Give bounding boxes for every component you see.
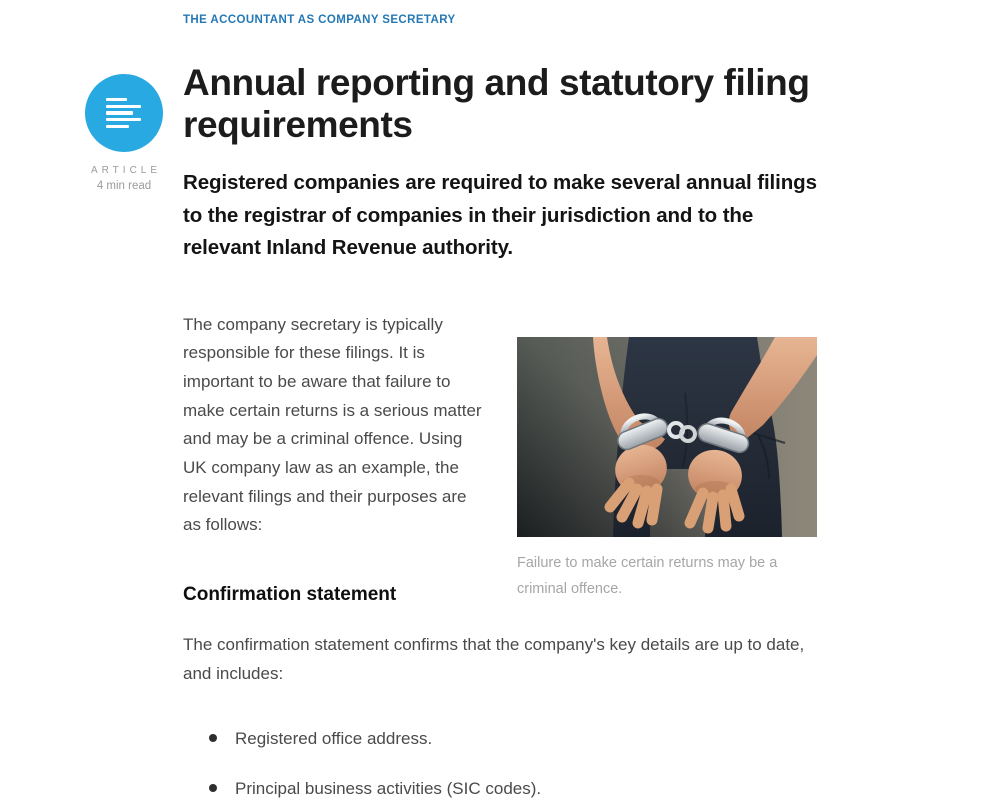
list-item-text: Registered office address. [235,729,433,749]
section-heading-confirmation-statement: Confirmation statement [183,584,397,606]
handcuffed-hands-photo [517,337,817,537]
breadcrumb-category-link[interactable]: THE ACCOUNTANT AS COMPANY SECRETARY [183,14,456,26]
text-and-figure-columns [183,311,817,607]
article-text-icon [106,96,142,129]
list-item-text: Principal business activities (SIC codes). [235,779,542,799]
article-type-badge-circle [85,74,163,152]
figure-caption: Failure to make certain returns may be a criminal offence. [517,554,778,597]
lede-paragraph: Registered companies are required to make several annual filings to the registrar of companies in their jurisdiction and to the relevant Inland Revenue authority. [183,171,817,259]
article-type-label: ARTICLE [90,165,162,176]
bullet-dot-icon [209,734,217,742]
section-intro-paragraph: The confirmation statement confirms that the company's key details are up to date, and includes: [183,635,805,684]
list-item [183,724,817,753]
article-badge [85,74,163,192]
bullet-dot-icon [209,784,217,792]
left-column [183,311,489,607]
read-time-label: 4 min read [96,180,152,192]
article-figure [517,311,817,607]
body-intro-paragraph: The company secretary is typically responsible for these filings. It is important to be aware that failure to make certain returns is a serious matter and may be a criminal offence. Using UK company law as an example, the relevant filings and their purposes are as follows: [183,314,482,535]
confirmation-statement-list [183,724,817,803]
article-body [183,62,817,803]
page-title: Annual reporting and statutory filing requirements [183,62,810,145]
list-item [183,774,817,803]
